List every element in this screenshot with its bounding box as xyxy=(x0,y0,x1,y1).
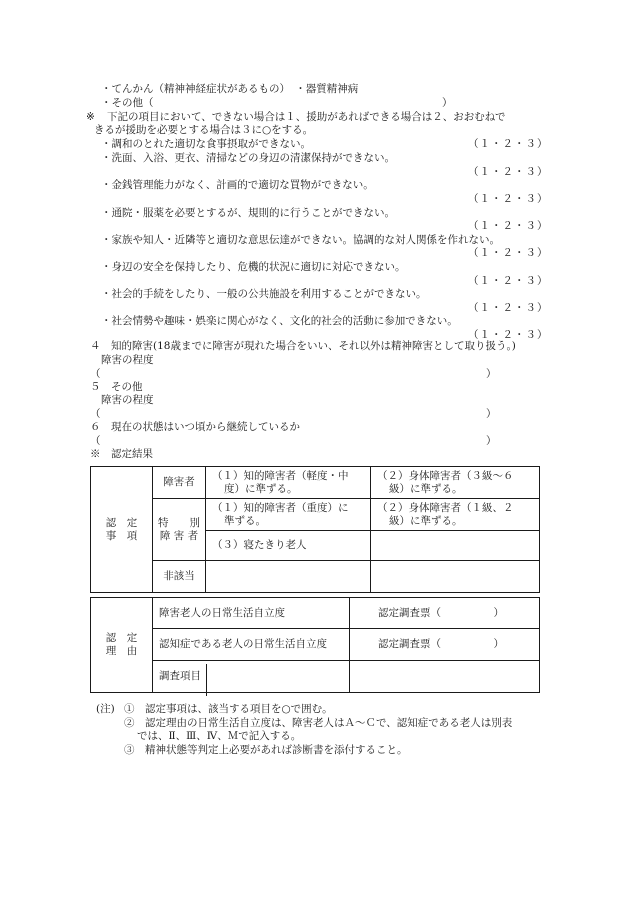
label-line: 事 項 xyxy=(105,529,138,542)
option-physical-1-2 xyxy=(371,499,540,531)
empty-cell xyxy=(206,561,371,593)
section4-heading: ４ 知的障害(18歳までに障害が現れた場合をいい、それ以外は精神障害として取り扱う。) xyxy=(90,340,516,352)
dementia-independence: 認知症である老人の日常生活自立度 xyxy=(153,629,350,661)
item-score: （１・２・３） xyxy=(468,247,549,259)
item-text: ・金銭管理能力がなく、計画的で適切な買物ができない。 xyxy=(101,179,374,191)
label-line: 特 別 xyxy=(158,516,200,529)
survey-items-divider xyxy=(206,664,207,696)
item-text: ・社会的手続をしたり、一般の公共施設を利用することができない。 xyxy=(101,288,427,300)
certification-items-label xyxy=(91,467,153,593)
certification-items-table xyxy=(90,466,540,593)
option-line: 級）に準ずる。 xyxy=(389,514,463,527)
label-line: 理 由 xyxy=(105,645,138,657)
elderly-disabled-independence: 障害老人の日常生活自立度 xyxy=(153,598,350,629)
result-heading: ※ 認定結果 xyxy=(90,448,153,460)
section4-open: （ xyxy=(90,368,101,380)
label-line: 認 定 xyxy=(105,516,138,529)
instruction-mark: ※ xyxy=(86,111,95,123)
empty-cell xyxy=(371,531,540,561)
option-physical-3-6 xyxy=(371,467,540,499)
section5-close: ） xyxy=(486,408,497,420)
item-score: （１・２・３） xyxy=(468,302,549,314)
option-line: 準ずる。 xyxy=(224,514,266,527)
label-line: 認 定 xyxy=(105,632,138,644)
note-3: ③ 精神状態等判定上必要があれば診断書を添付すること。 xyxy=(124,744,408,756)
item-text: ・身辺の安全を保持したり、危機的状況に適切に対応できない。 xyxy=(101,261,406,273)
instruction-line1: 下記の項目において、できない場合は１、援助があればできる場合は２、おおむねで xyxy=(107,111,506,123)
other-open: ・その他（ xyxy=(101,97,154,109)
option-line: （２）身体障害者（３級～６ xyxy=(377,469,514,482)
item-text: ・洗面、入浴、更衣、清掃などの身辺の清潔保持ができない。 xyxy=(101,152,395,164)
label-line: 障 害 者 xyxy=(159,529,199,542)
note-2b: では、Ⅱ、Ⅲ、Ⅳ、Ｍで記入する。 xyxy=(137,730,302,742)
survey-items-text: 調査項目 xyxy=(159,670,201,682)
section6-close: ） xyxy=(486,435,497,447)
certification-reason-label xyxy=(91,598,153,693)
section4-close: ） xyxy=(486,368,497,380)
note-1: ① 認定事項は、該当する項目を○で囲む。 xyxy=(124,703,333,715)
section4-sub: 障害の程度 xyxy=(101,354,154,366)
shogaisha-label: 障害者 xyxy=(153,467,206,499)
item-text: ・通院・服薬を必要とするが、規則的に行うことができない。 xyxy=(101,207,395,219)
survey-items-value xyxy=(350,661,540,693)
note-2a: ② 認定理由の日常生活自立度は、障害老人はＡ～Ｃで、認知症である老人は別表 xyxy=(124,717,513,729)
item-score: （１・２・３） xyxy=(468,275,549,287)
item-text: ・調和のとれた適切な食事摂取ができない。 xyxy=(101,138,311,150)
item-score: （１・２・３） xyxy=(468,220,549,232)
option-intellectual-severe xyxy=(206,499,371,531)
item-score: （１・２・３） xyxy=(468,329,549,341)
survey-form-1: 認定調査票（ ） xyxy=(350,598,540,629)
epilepsy-line: ・てんかん（精神神経症状があるもの） ・器質精神病 xyxy=(101,83,359,95)
option-line: （２）身体障害者（１級、２ xyxy=(377,501,514,514)
option-bedridden: （３）寝たきり老人 xyxy=(206,531,371,561)
survey-items-label xyxy=(153,661,350,693)
survey-form-2: 認定調査票（ ） xyxy=(350,629,540,661)
section5-sub: 障害の程度 xyxy=(101,394,154,406)
section6-heading: ６ 現在の状態はいつ頃から継続しているか xyxy=(90,421,300,433)
item-score: （１・２・３） xyxy=(468,166,549,178)
option-line: （１）知的障害者（重度）に xyxy=(212,501,349,514)
item-score: （１・２・３） xyxy=(468,138,549,150)
notes-label: (注) xyxy=(96,703,115,715)
item-text: ・家族や知人・近隣等と適切な意思伝達ができない。協調的な対人関係を作れない。 xyxy=(101,234,500,246)
section5-open: （ xyxy=(90,408,101,420)
option-line: 度）に準ずる。 xyxy=(224,482,298,495)
higaito-label: 非該当 xyxy=(153,561,206,593)
certification-reason-table xyxy=(90,597,540,693)
other-close: ） xyxy=(442,97,453,109)
item-text: ・社会情勢や趣味・娯楽に関心がなく、文化的社会的活動に参加できない。 xyxy=(101,315,458,327)
empty-cell xyxy=(371,561,540,593)
tokubetsu-label xyxy=(153,499,206,561)
option-line: 級）に準ずる。 xyxy=(389,482,463,495)
instruction-line2: きるが援助を必要とする場合は３に○をする。 xyxy=(94,124,314,136)
option-intellectual-mild xyxy=(206,467,371,499)
option-line: （１）知的障害者（軽度・中 xyxy=(212,469,349,482)
item-score: （１・２・３） xyxy=(468,193,549,205)
section5-heading: ５ その他 xyxy=(90,381,143,393)
section6-open: （ xyxy=(90,435,101,447)
